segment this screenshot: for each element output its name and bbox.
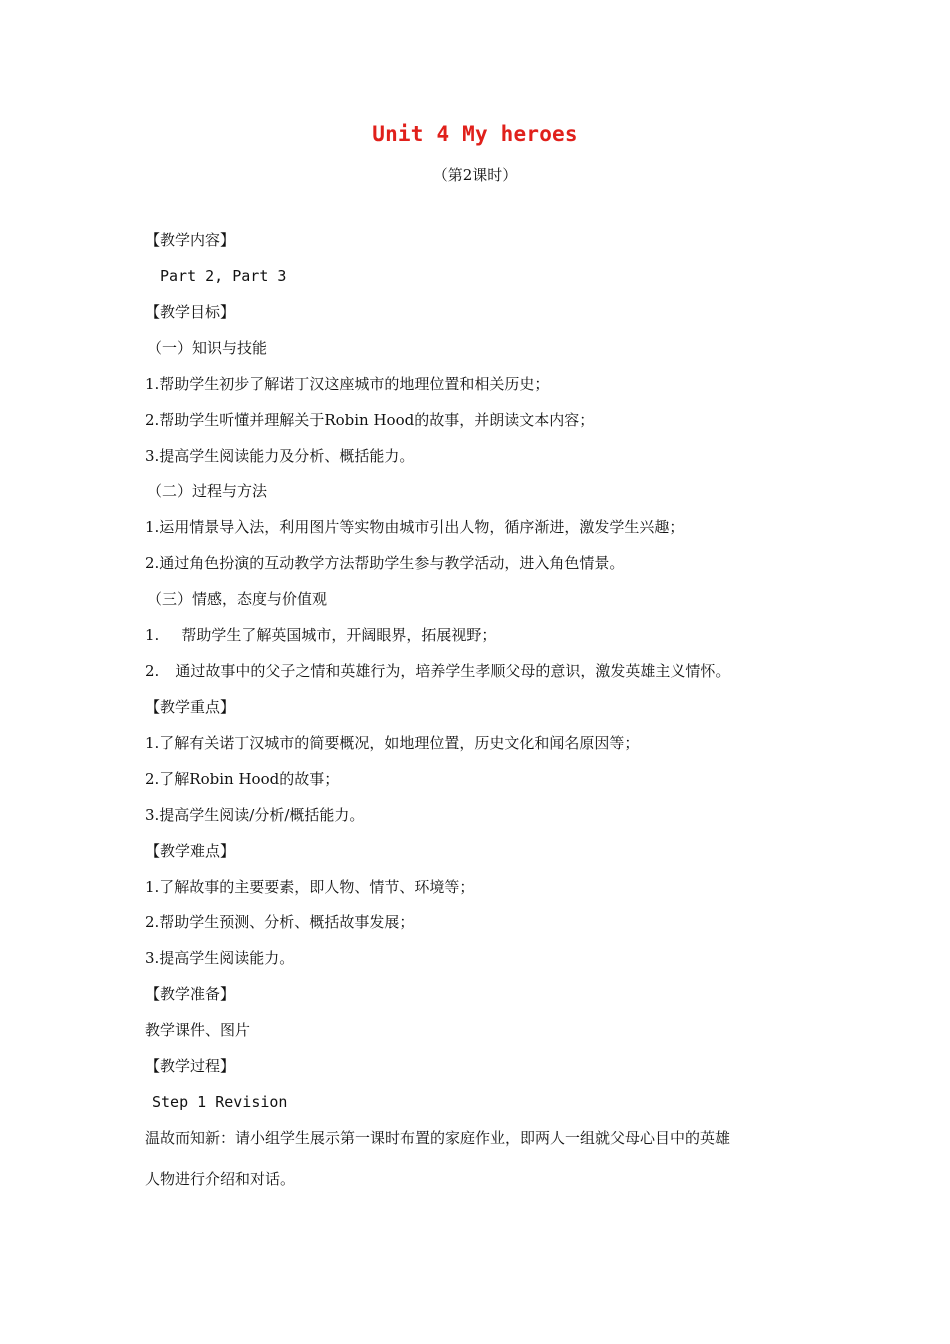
item-text: 帮助学生了解英国城市，开阔眼界，拓展视野； [181,626,497,644]
objective-item: 2.通过角色扮演的互动教学方法帮助学生参与教学活动，进入角色情景。 [145,554,625,572]
subsection-knowledge: （一）知识与技能 [147,339,268,357]
step-text: 温故而知新：请小组学生展示第一课时布置的家庭作业，即两人一组就父母心目中的英雄 [145,1129,731,1147]
key-point-item: 1.了解有关诺丁汉城市的简要概况，如地理位置，历史文化和闻名原因等； [145,734,640,752]
step-heading: Step 1 Revision [152,1093,288,1111]
objective-item [145,625,496,645]
item-text: 通过故事中的父子之情和英雄行为，培养学生孝顺父母的意识，激发英雄主义情怀。 [175,662,731,680]
difficulty-item: 2.帮助学生预测、分析、概括故事发展； [145,913,415,931]
item-number: 2. [145,662,160,680]
difficulty-item: 1.了解故事的主要要素，即人物、情节、环境等； [145,878,475,896]
item-number: 1. [145,626,160,644]
key-point-item: 3.提高学生阅读/分析/概括能力。 [145,806,365,824]
objective-item [145,661,730,681]
difficulty-item: 3.提高学生阅读能力。 [145,949,295,967]
subsection-process: （二）过程与方法 [147,482,268,500]
objective-item: 1.运用情景导入法，利用图片等实物由城市引出人物，循序渐进，激发学生兴趣； [145,518,685,536]
subsection-emotion: （三）情感，态度与价值观 [147,590,328,608]
content-text: Part 2, Part 3 [160,267,287,285]
section-heading-key-points: 【教学重点】 [145,698,236,716]
objective-item: 1.帮助学生初步了解诺丁汉这座城市的地理位置和相关历史； [145,375,550,393]
document-title: Unit 4 My heroes [372,122,578,146]
objective-item: 3.提高学生阅读能力及分析、概括能力。 [145,447,415,465]
section-heading-objectives: 【教学目标】 [145,303,236,321]
section-heading-difficulties: 【教学难点】 [145,842,236,860]
lesson-period: （第2课时） [432,166,518,184]
objective-item: 2.帮助学生听懂并理解关于Robin Hood的故事，并朗读文本内容； [145,411,595,429]
section-heading-preparation: 【教学准备】 [145,985,236,1003]
section-heading-content: 【教学内容】 [145,231,236,249]
key-point-item: 2.了解Robin Hood的故事； [145,770,340,788]
preparation-text: 教学课件、图片 [145,1021,251,1039]
section-heading-process: 【教学过程】 [145,1057,236,1075]
step-text: 人物进行介绍和对话。 [145,1170,296,1188]
